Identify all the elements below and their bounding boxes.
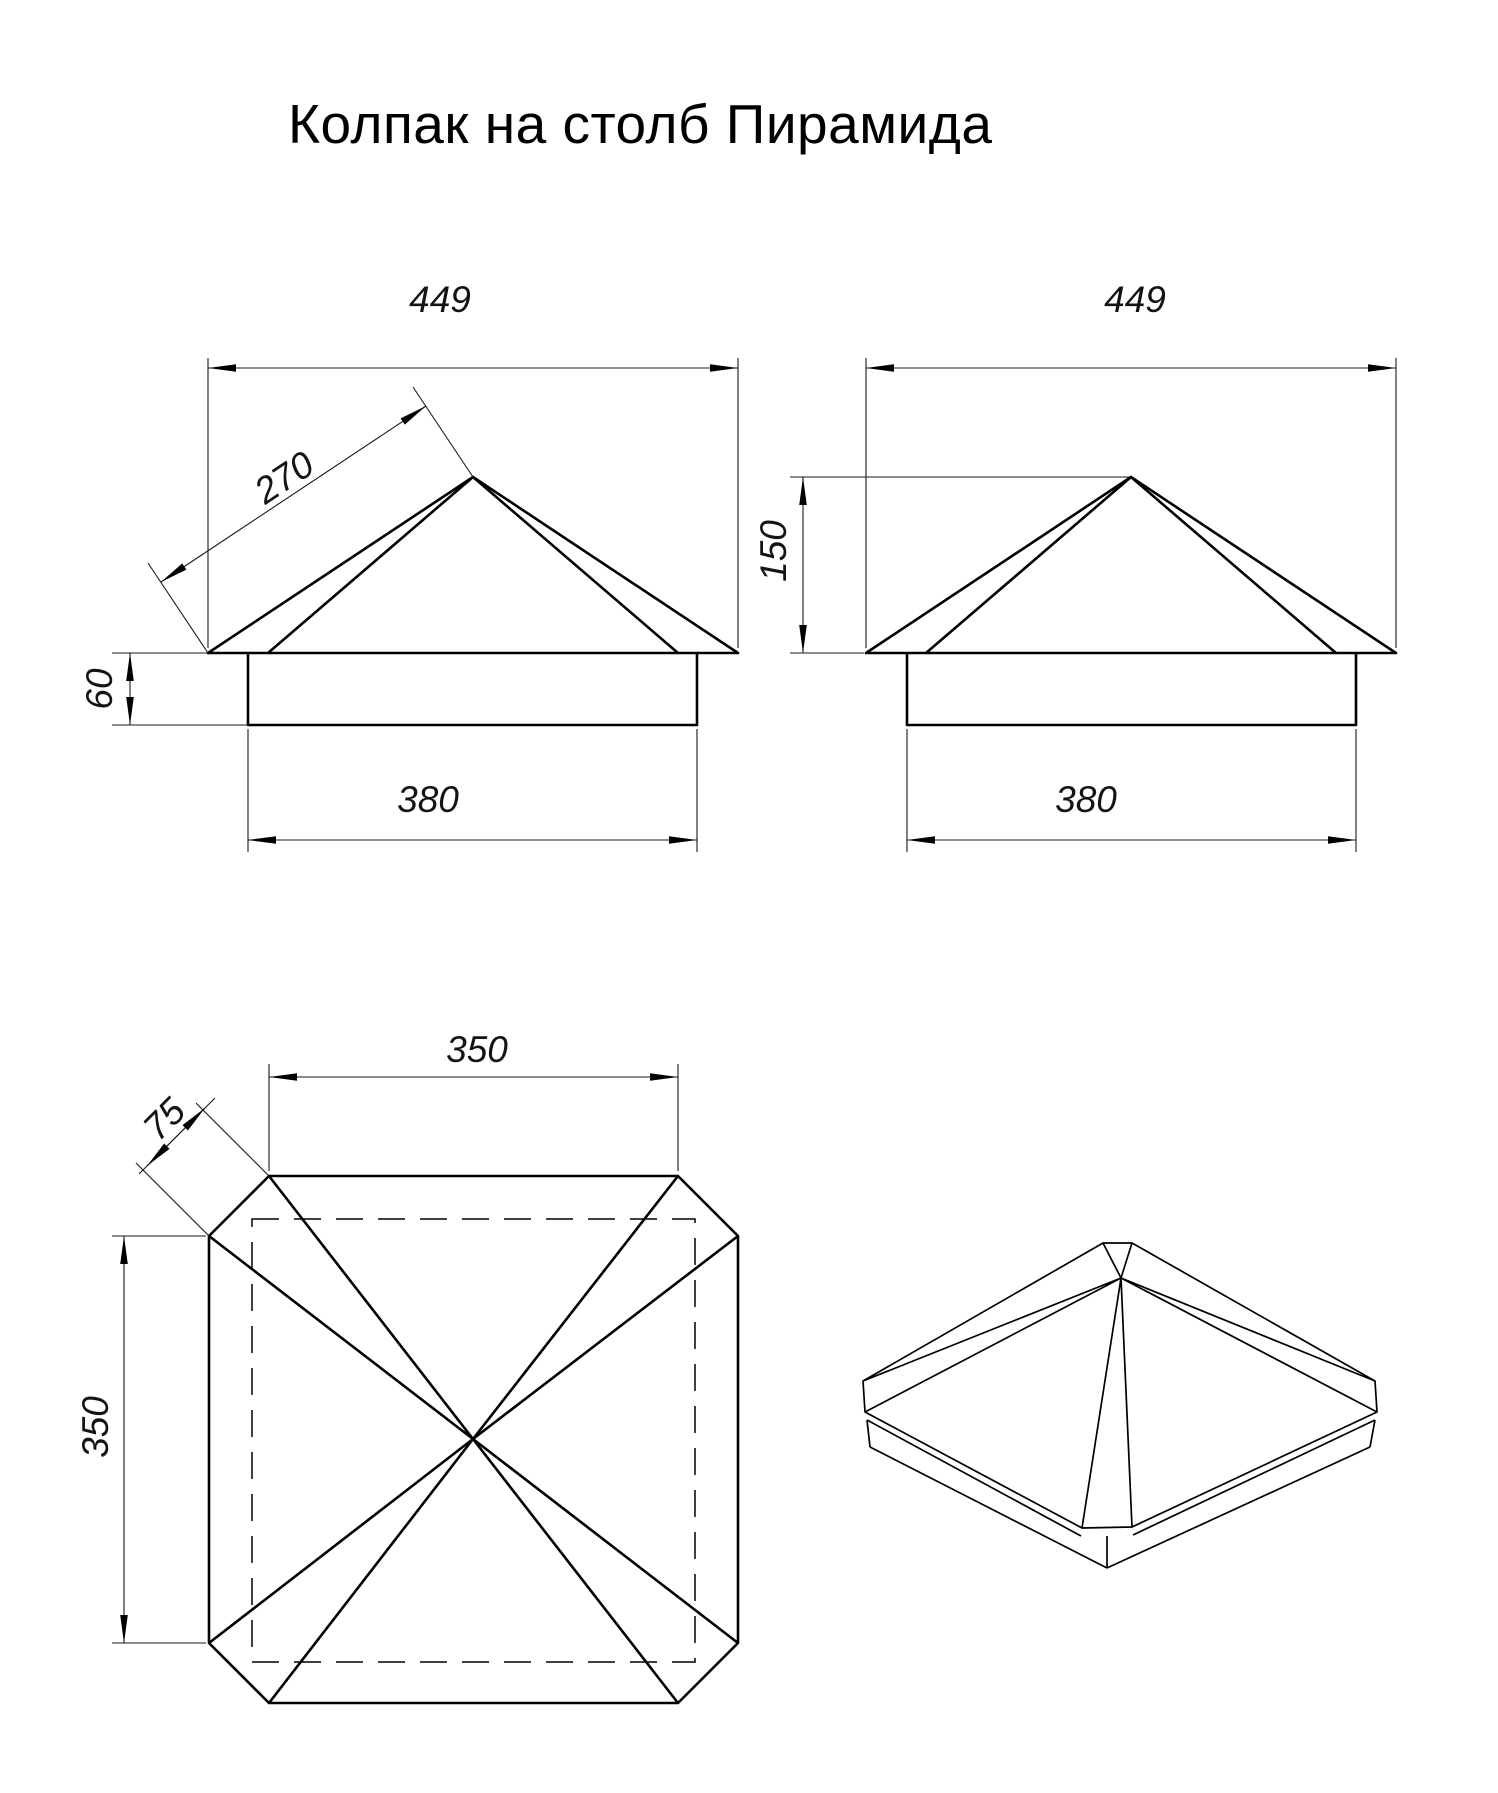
side-view bbox=[753, 279, 1396, 852]
plan-dim-chamfer-label: 75 bbox=[135, 1090, 194, 1149]
plan-extension-lines bbox=[112, 1064, 678, 1643]
side-outline bbox=[866, 477, 1396, 725]
front-outline bbox=[208, 477, 738, 725]
front-view bbox=[79, 279, 738, 852]
isometric-view bbox=[863, 1243, 1377, 1568]
page-title: Колпак на столб Пирамида bbox=[288, 93, 993, 155]
front-dim-width-label: 449 bbox=[409, 279, 471, 320]
side-dim-height-label: 150 bbox=[753, 520, 794, 582]
side-dim-width-label: 449 bbox=[1104, 279, 1166, 320]
plan-dim-top-label: 350 bbox=[446, 1029, 508, 1070]
front-dim-slope-label: 270 bbox=[247, 443, 322, 512]
side-dim-base-label: 380 bbox=[1055, 779, 1117, 820]
front-extension-lines bbox=[112, 358, 738, 852]
plan-octagon-and-folds bbox=[209, 1176, 738, 1703]
isometric-cap-outline bbox=[863, 1243, 1377, 1568]
plan-view bbox=[75, 1029, 738, 1703]
front-dim-skirt-label: 60 bbox=[79, 668, 120, 710]
side-extension-lines bbox=[790, 358, 1396, 852]
plan-dim-left-label: 350 bbox=[75, 1396, 116, 1458]
front-dim-base-label: 380 bbox=[397, 779, 459, 820]
